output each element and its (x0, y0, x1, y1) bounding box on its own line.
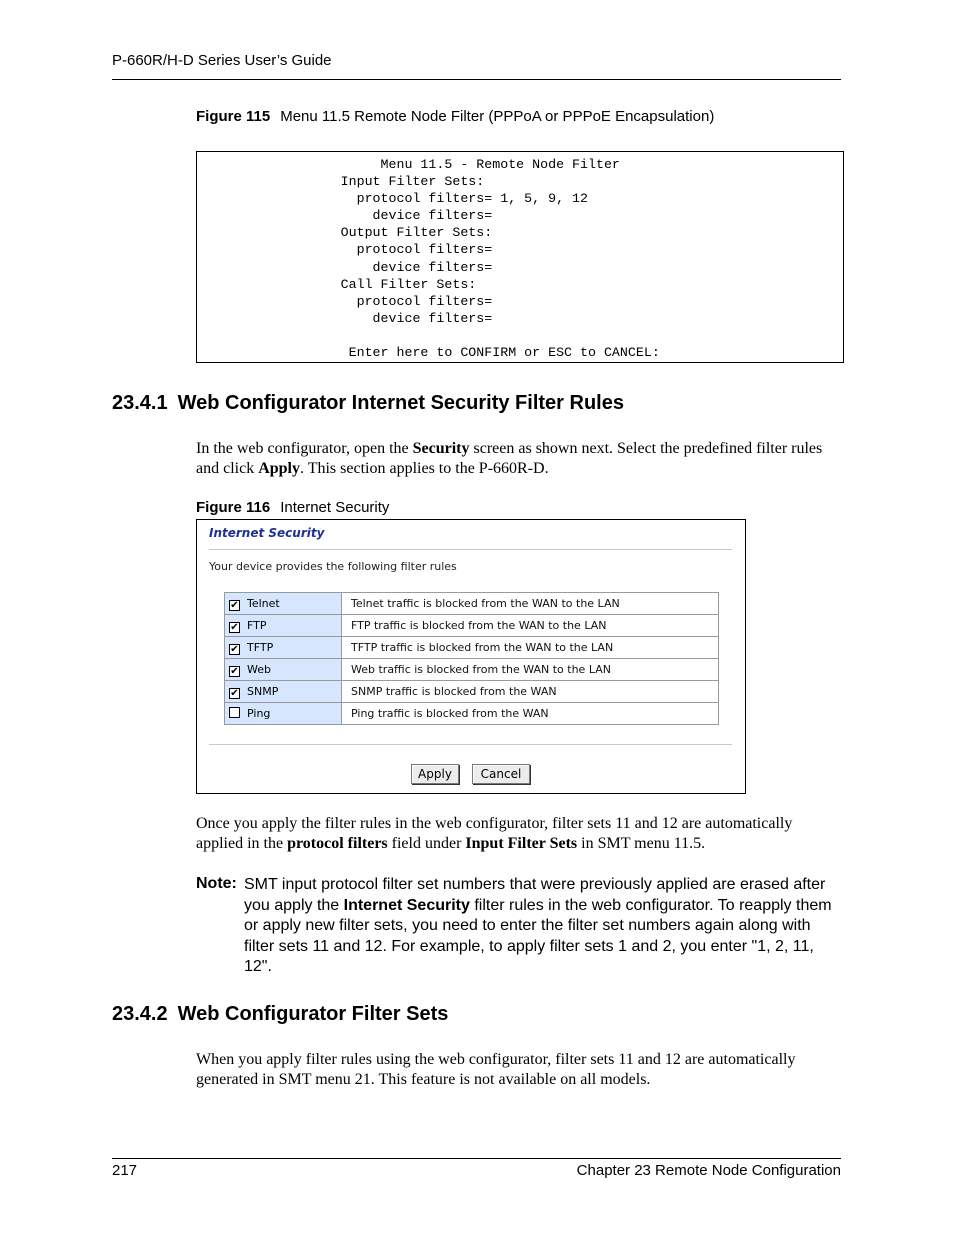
text-run: in SMT menu 11.5. (577, 835, 706, 852)
filter-rule-description: Web traffic is blocked from the WAN to the LAN (342, 659, 719, 681)
footer-rule (112, 1158, 841, 1159)
filter-rule-row (225, 615, 719, 637)
filter-rule-description: TFTP traffic is blocked from the WAN to the LAN (342, 637, 719, 659)
figure-115-caption-text: Menu 11.5 Remote Node Filter (PPPoA or PPPoE Encapsulation) (280, 108, 715, 125)
section-title: Web Configurator Filter Sets (177, 1003, 449, 1025)
filter-rule-checkbox[interactable]: ✔ (230, 599, 239, 611)
filter-rule-name-cell (225, 703, 342, 725)
filter-rule-name: TFTP (247, 640, 274, 654)
chapter-title: Chapter 23 Remote Node Configuration (576, 1162, 841, 1179)
filter-sets-paragraph (196, 814, 841, 854)
bold-apply: Apply (258, 460, 300, 477)
filter-rule-checkbox[interactable]: ✔ (230, 687, 239, 699)
note-label: Note: (196, 875, 237, 892)
screen-title: Internet Security (209, 526, 325, 540)
section-title: Web Configurator Internet Security Filter Rules (177, 392, 624, 414)
text-run: Once you apply the filter rules in the web configurator, filter sets 11 and 12 are automatically applied in the (196, 815, 793, 852)
filter-rule-name-cell (225, 593, 342, 615)
section-2-paragraph: When you apply filter rules using the web configurator, filter sets 11 and 12 are automatically generated in SMT menu 21. This feature is not available on all models. (196, 1051, 796, 1088)
filter-rule-description: Ping traffic is blocked from the WAN (342, 703, 719, 725)
screen-divider-top (209, 549, 732, 550)
filter-rule-description: FTP traffic is blocked from the WAN to the LAN (342, 615, 719, 637)
running-header: P-660R/H-D Series User’s Guide (112, 52, 332, 69)
filter-rule-name: SNMP (247, 684, 279, 698)
bold-protocol-filters: protocol filters (287, 835, 388, 852)
smt-menu-text: Menu 11.5 - Remote Node Filter Input Filter Sets: protocol filters= 1, 5, 9, 12 device filters= Output Filter Sets: protocol filters= device filters= Call Filter Sets: protocol filters= device filters= Enter here to CONFIRM or ESC to CANCEL: (340, 157, 660, 361)
page-number: 217 (112, 1162, 138, 1179)
filter-rule-name: Ping (247, 707, 271, 720)
filter-rule-name: FTP (247, 618, 267, 632)
section-number: 23.4.1 (112, 392, 168, 414)
figure-116-caption (196, 499, 389, 516)
filter-rule-name-cell (225, 637, 342, 659)
filter-rule-checkbox[interactable]: ✔ (230, 643, 239, 655)
filter-rule-row (225, 593, 719, 615)
internet-security-screen (196, 519, 746, 794)
screen-intro-text: Your device provides the following filter rules (209, 560, 457, 573)
figure-116-caption-text: Internet Security (280, 499, 390, 516)
bold-security: Security (412, 440, 470, 457)
cancel-button[interactable]: Cancel (472, 764, 530, 784)
screen-divider-bottom (209, 744, 732, 745)
filter-rule-name-cell (225, 615, 342, 637)
filter-rule-checkbox[interactable] (229, 707, 240, 718)
section-1-paragraph (196, 439, 841, 479)
note-text (244, 875, 844, 978)
filter-rule-name: Telnet (247, 596, 280, 610)
text-run: filter rules in the web configurator. To reapply them or apply new filter sets, you need to enter the filter set numbers again along with filter sets 11 and 12. For example, to apply filter sets 1 and 2, you enter "1, 2, 11, 12". (244, 896, 832, 975)
filter-rule-row (225, 637, 719, 659)
section-number: 23.4.2 (112, 1003, 168, 1025)
filter-rules-body (225, 593, 719, 725)
header-rule (112, 79, 841, 80)
figure-115-label: Figure 115 (196, 108, 271, 125)
text-run: In the web configurator, open the (196, 440, 413, 457)
text-run: SMT input protocol filter set numbers that were previously applied are erased after you apply the (244, 876, 826, 914)
filter-rule-description: Telnet traffic is blocked from the WAN to the LAN (342, 593, 719, 615)
filter-rules-table (224, 592, 719, 725)
filter-rule-name-cell (225, 659, 342, 681)
filter-rule-checkbox[interactable]: ✔ (230, 665, 239, 677)
filter-rule-checkbox[interactable]: ✔ (230, 621, 239, 633)
filter-rule-row (225, 659, 719, 681)
filter-rule-description: SNMP traffic is blocked from the WAN (342, 681, 719, 703)
figure-115-caption (196, 108, 714, 125)
apply-button[interactable]: Apply (411, 764, 459, 784)
filter-rule-name-cell (225, 681, 342, 703)
text-run: screen as shown next. Select the predefined filter rules and click (196, 440, 823, 477)
filter-rule-name: Web (247, 662, 271, 676)
section-heading-23-4-2 (112, 1003, 448, 1026)
smt-menu-screen (196, 151, 844, 363)
filter-rule-row (225, 703, 719, 725)
section-heading-23-4-1 (112, 392, 624, 415)
figure-116-label: Figure 116 (196, 499, 271, 516)
filter-rule-row (225, 681, 719, 703)
text-run: field under (387, 835, 466, 852)
text-run: . This section applies to the P-660R-D. (300, 460, 549, 477)
bold-internet-security: Internet Security (343, 896, 470, 914)
bold-input-filter-sets: Input Filter Sets (465, 835, 578, 852)
